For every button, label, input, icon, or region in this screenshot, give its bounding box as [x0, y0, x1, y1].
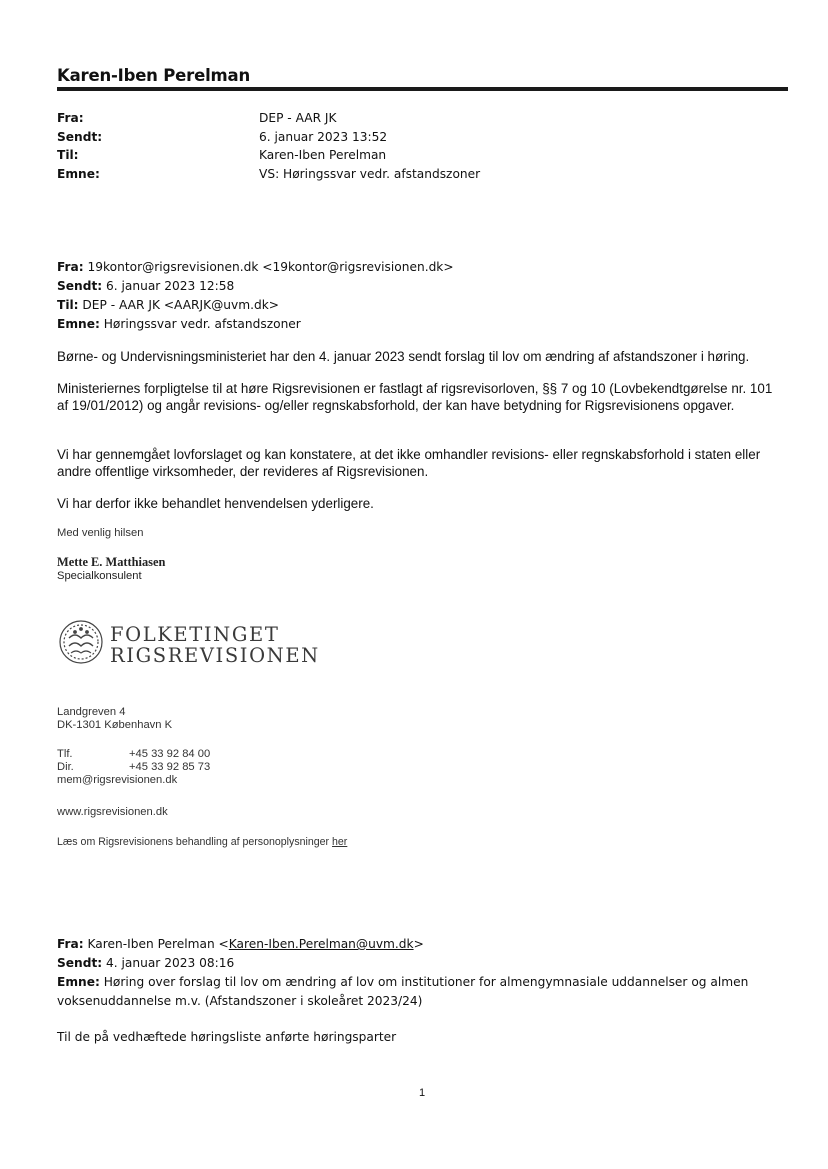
page-number: 1	[419, 1087, 426, 1099]
body-paragraph-2: Ministeriernes forpligtelse til at høre Rigsrevisionen er fastlagt af rigsrevisorloven, §§ 7 og 10 (Lovbekendtgørelse nr. 101 af 19/01/2012) og angår revisions- og/eller regnskabsforhold, der kan have betydning for Rigsrevisionens opgaver.	[57, 381, 773, 413]
header-values	[259, 109, 480, 183]
orig-sent-value: 4. januar 2023 08:16	[102, 956, 235, 970]
orig-sent-label: Sendt:	[57, 956, 103, 970]
fwd-subject-value: Høringssvar vedr. afstandszoner	[99, 317, 301, 331]
address-city: DK-1301 København K	[57, 719, 173, 731]
value-sent: 6. januar 2023 13:52	[259, 129, 388, 144]
body-paragraph-1: Børne- og Undervisningsministeriet har den 4. januar 2023 sendt forslag til lov om ændring af afstandszoner i høring.	[57, 349, 750, 364]
value-subject: VS: Høringssvar vedr. afstandszoner	[259, 166, 481, 181]
privacy-text: Læs om Rigsrevisionens behandling af personoplysninger	[57, 836, 333, 848]
signature-name: Mette E. Matthiasen	[57, 555, 166, 569]
original-message-header	[57, 935, 797, 1011]
label-from: Fra:	[57, 111, 84, 125]
body-paragraph-4: Vi har derfor ikke behandlet henvendelsen yderligere.	[57, 496, 374, 511]
fwd-to-line	[57, 296, 454, 315]
logo-line-2: RIGSREVISIONEN	[110, 644, 320, 667]
fwd-subject-label: Emne:	[57, 317, 100, 331]
orig-from-name: Karen-Iben Perelman <	[83, 937, 229, 951]
forwarded-header	[57, 258, 454, 334]
orig-subject-label: Emne:	[57, 975, 100, 989]
header-labels	[57, 109, 102, 183]
fwd-from-label: Fra:	[57, 260, 84, 274]
orig-sent-line	[57, 954, 797, 973]
value-to: Karen-Iben Perelman	[259, 148, 387, 162]
logo-wordmark	[110, 624, 320, 666]
privacy-link[interactable]: her	[332, 836, 348, 848]
direct-label: Dir.	[57, 761, 74, 773]
mailbox-owner: Karen-Iben Perelman	[57, 66, 251, 85]
email-link[interactable]: mem@rigsrevisionen.dk	[57, 774, 178, 786]
fwd-from-line	[57, 258, 454, 277]
phone-row	[57, 748, 210, 761]
phone-number[interactable]: +45 33 92 84 00	[129, 748, 211, 760]
label-to: Til:	[57, 148, 79, 162]
address-block	[57, 706, 172, 732]
label-sent: Sendt:	[57, 129, 103, 144]
orig-from-line	[57, 935, 797, 954]
crest-icon	[60, 621, 102, 663]
fwd-to-value: DEP - AAR JK <AARJK@uvm.dk>	[78, 298, 279, 312]
orig-subject-value: Høring over forslag til lov om ændring af lov om institutioner for almengymnasiale uddannelser og almen voksenuddannelse m.v. (Afstandszoner i skoleåret 2023/24)	[57, 975, 749, 1008]
logo-line-1: FOLKETINGET	[110, 623, 280, 646]
direct-row	[57, 761, 210, 774]
contact-block	[57, 748, 210, 787]
greeting: Med venlig hilsen	[57, 527, 144, 539]
direct-number[interactable]: +45 33 92 85 73	[129, 761, 211, 773]
value-from: DEP - AAR JK	[259, 111, 337, 125]
phone-label: Tlf.	[57, 748, 73, 760]
privacy-notice	[57, 836, 347, 848]
address-street: Landgreven 4	[57, 706, 126, 718]
orig-from-end: >	[413, 937, 424, 951]
orig-from-label: Fra:	[57, 937, 84, 951]
fwd-from-value: 19kontor@rigsrevisionen.dk <19kontor@rigsrevisionen.dk>	[83, 260, 454, 274]
signature-title: Specialkonsulent	[57, 570, 142, 582]
recipients-line: Til de på vedhæftede høringsliste anførte høringsparter	[57, 1030, 397, 1044]
fwd-to-label: Til:	[57, 298, 79, 312]
fwd-sent-label: Sendt:	[57, 279, 103, 293]
website-link[interactable]: www.rigsrevisionen.dk	[57, 806, 168, 818]
body-paragraph-3: Vi har gennemgået lovforslaget og kan konstatere, at det ikke omhandler revisions- eller regnskabsforhold i staten eller andre offentlige virksomheder, der revideres af Rigsrevisionen.	[57, 447, 761, 479]
fwd-subject-line	[57, 315, 454, 334]
fwd-sent-value: 6. januar 2023 12:58	[102, 279, 235, 293]
orig-subject-line	[57, 973, 797, 1011]
orig-from-email-link[interactable]: Karen-Iben.Perelman@uvm.dk	[228, 937, 414, 951]
header-rule	[57, 87, 788, 91]
label-subject: Emne:	[57, 166, 100, 181]
fwd-sent-line	[57, 277, 454, 296]
